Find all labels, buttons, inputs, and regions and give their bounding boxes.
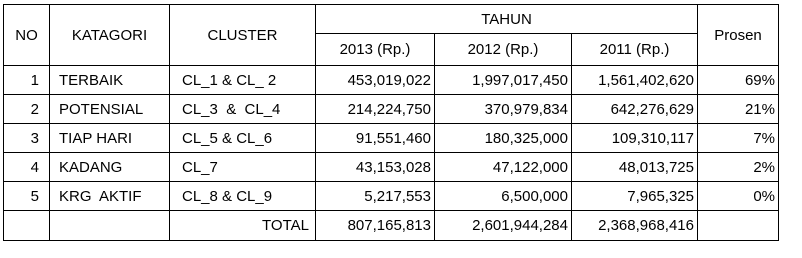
total-empty-katagori <box>50 211 170 241</box>
header-no: NO <box>4 5 50 66</box>
header-year-2012: 2012 (Rp.) <box>435 34 572 66</box>
header-year-2013: 2013 (Rp.) <box>316 34 435 66</box>
row-no: 2 <box>4 95 50 124</box>
row-value-2011: 109,310,117 <box>572 124 698 153</box>
total-row <box>4 211 779 241</box>
row-value-2012: 370,979,834 <box>435 95 572 124</box>
row-katagori: POTENSIAL <box>50 95 170 124</box>
header-row <box>4 5 779 34</box>
row-value-2013: 214,224,750 <box>316 95 435 124</box>
total-empty-no <box>4 211 50 241</box>
row-cluster: CL_3 & CL_4 <box>170 95 316 124</box>
total-empty-prosen <box>698 211 779 241</box>
header-tahun: TAHUN <box>316 5 698 34</box>
row-no: 1 <box>4 66 50 95</box>
row-no: 4 <box>4 153 50 182</box>
header-cluster: CLUSTER <box>170 5 316 66</box>
row-no: 5 <box>4 182 50 211</box>
row-value-2011: 48,013,725 <box>572 153 698 182</box>
table-row <box>4 124 779 153</box>
row-value-2011: 7,965,325 <box>572 182 698 211</box>
row-cluster: CL_5 & CL_6 <box>170 124 316 153</box>
header-katagori: KATAGORI <box>50 5 170 66</box>
row-cluster: CL_7 <box>170 153 316 182</box>
table-row <box>4 95 779 124</box>
table-row <box>4 153 779 182</box>
row-katagori: TERBAIK <box>50 66 170 95</box>
total-value-2013: 807,165,813 <box>316 211 435 241</box>
header-year-2011: 2011 (Rp.) <box>572 34 698 66</box>
row-prosen: 2% <box>698 153 779 182</box>
row-value-2012: 47,122,000 <box>435 153 572 182</box>
row-value-2012: 1,997,017,450 <box>435 66 572 95</box>
row-katagori: TIAP HARI <box>50 124 170 153</box>
header-prosen: Prosen <box>698 5 779 66</box>
row-katagori: KADANG <box>50 153 170 182</box>
row-prosen: 7% <box>698 124 779 153</box>
row-value-2013: 91,551,460 <box>316 124 435 153</box>
row-cluster: CL_1 & CL_ 2 <box>170 66 316 95</box>
row-value-2011: 642,276,629 <box>572 95 698 124</box>
total-label: TOTAL <box>170 211 316 241</box>
table-row <box>4 66 779 95</box>
row-value-2012: 180,325,000 <box>435 124 572 153</box>
row-prosen: 21% <box>698 95 779 124</box>
row-value-2013: 5,217,553 <box>316 182 435 211</box>
row-value-2011: 1,561,402,620 <box>572 66 698 95</box>
table-row <box>4 182 779 211</box>
row-no: 3 <box>4 124 50 153</box>
row-value-2013: 453,019,022 <box>316 66 435 95</box>
row-katagori: KRG AKTIF <box>50 182 170 211</box>
row-prosen: 0% <box>698 182 779 211</box>
row-cluster: CL_8 & CL_9 <box>170 182 316 211</box>
row-prosen: 69% <box>698 66 779 95</box>
row-value-2012: 6,500,000 <box>435 182 572 211</box>
row-value-2013: 43,153,028 <box>316 153 435 182</box>
total-value-2011: 2,368,968,416 <box>572 211 698 241</box>
category-cluster-table <box>3 4 779 241</box>
total-value-2012: 2,601,944,284 <box>435 211 572 241</box>
